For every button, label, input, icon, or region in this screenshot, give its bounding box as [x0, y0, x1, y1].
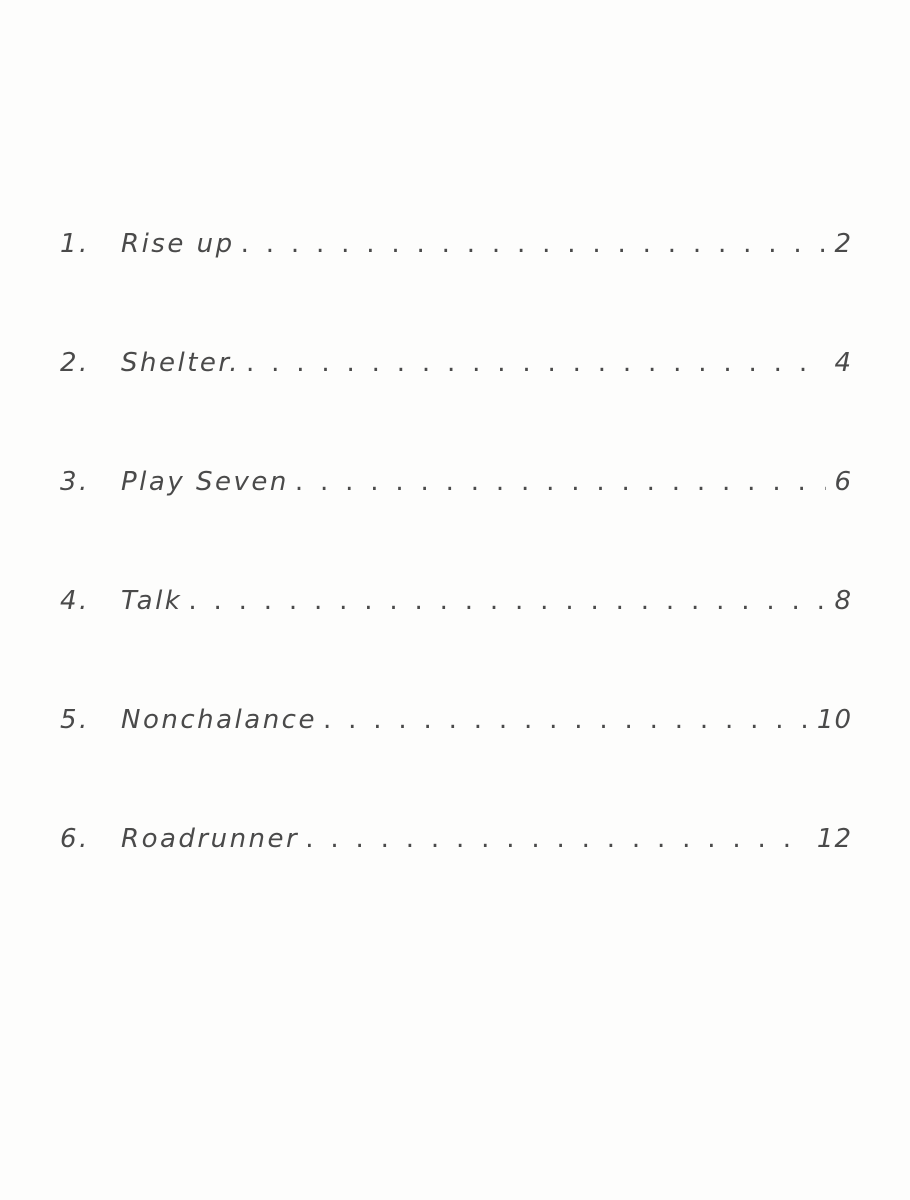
- toc-entry-page-number: 10: [816, 705, 852, 735]
- dot-leader: [246, 341, 826, 385]
- dot-leader: [305, 817, 809, 861]
- toc-entry: [60, 460, 852, 579]
- toc-entry: [60, 222, 852, 341]
- toc-entry-page-number: 2: [834, 229, 852, 259]
- toc-entry-title: Shelter.: [121, 348, 240, 378]
- toc-entry-page-number: 12: [816, 824, 852, 854]
- toc-entry-number: 2.: [60, 348, 90, 378]
- toc-entry-title: Roadrunner: [121, 824, 300, 854]
- toc-entry: [60, 341, 852, 460]
- toc-entry-number: 1.: [60, 229, 90, 259]
- toc-entry-page-number: 8: [834, 586, 852, 616]
- dot-leader: [241, 222, 827, 266]
- table-of-contents: [60, 222, 852, 936]
- toc-entry-number: 5.: [60, 705, 90, 735]
- toc-entry-page-number: 6: [834, 467, 852, 497]
- toc-entry-title: Play Seven: [121, 467, 289, 497]
- toc-entry-title: Talk: [121, 586, 183, 616]
- dot-leader: [323, 698, 809, 742]
- dot-leader: [188, 579, 826, 623]
- toc-entry: [60, 817, 852, 936]
- toc-entry-number: 3.: [60, 467, 90, 497]
- toc-entry-title: Rise up: [121, 229, 235, 259]
- toc-entry-number: 4.: [60, 586, 90, 616]
- dot-leader: [295, 460, 827, 504]
- toc-entry-title: Nonchalance: [121, 705, 317, 735]
- toc-entry: [60, 579, 852, 698]
- toc-entry: [60, 698, 852, 817]
- toc-entry-page-number: 4: [834, 348, 852, 378]
- toc-entry-number: 6.: [60, 824, 90, 854]
